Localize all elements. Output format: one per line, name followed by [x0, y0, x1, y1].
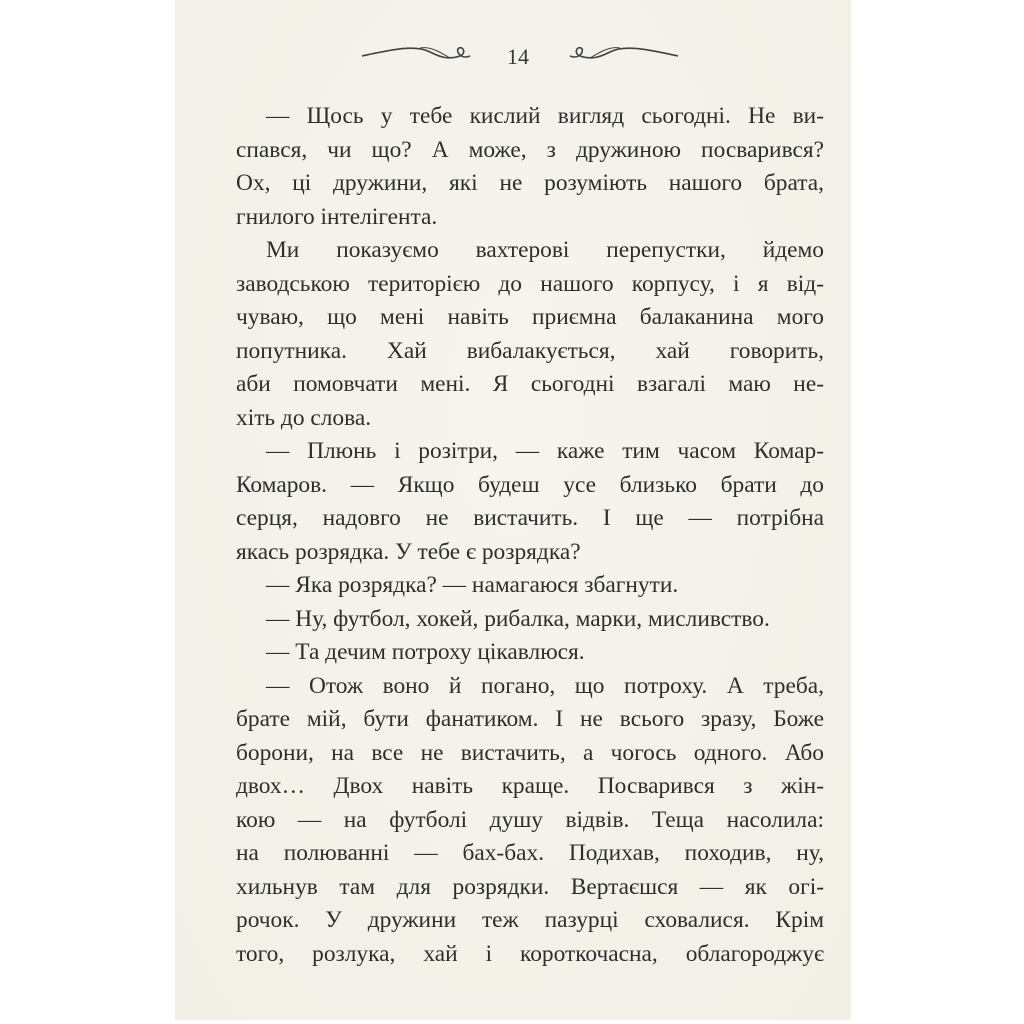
text-line: Ми показуємо вахтерові перепустки, йдемо [266, 237, 824, 263]
text-line: на полюванні — бах-бах. Подихав, походив, ну, [236, 840, 824, 866]
text-line: — Яка розрядка? — намагаюся збагнути. [266, 572, 679, 598]
page-number: 14 [507, 44, 529, 69]
left-flourish-icon [360, 38, 480, 68]
text-line: двох… Двох навіть краще. Посварився з жін- [236, 773, 824, 799]
text-line: спався, чи що? А може, з дружиною посварився? [236, 136, 824, 163]
text-line: брате мій, бути фанатиком. І не всього зразу, Боже [236, 706, 824, 732]
text-line: — Та дечим потроху цікавлюся. [266, 639, 585, 665]
text-line: — Щось у тебе кислий вигляд сьогодні. Не ви- [266, 103, 824, 129]
text-line: попутника. Хай вибалакується, хай говорить, [236, 337, 824, 364]
book-page [175, 0, 851, 1020]
text-line: серця, надовго не вистачить. І ще — потрібна [236, 505, 824, 531]
text-line: рочок. У дружини теж пазурці сховалися. Крім [236, 907, 824, 933]
text-line: борони, на все не вистачить, а чогось одного. Або [236, 739, 824, 766]
text-line: Ох, ці дружини, які не розуміють нашого брата, [236, 170, 824, 196]
text-line: Комаров. — Якщо будеш усе близько брати до [236, 471, 824, 498]
text-line: того, розлука, хай і короткочасна, облагороджує [236, 940, 824, 967]
text-line: заводською територією до нашого корпусу, і я від- [236, 270, 824, 297]
text-line: — Плюнь і розітри, — каже тим часом Комар- [266, 438, 824, 464]
text-line: хіть до слова. [236, 404, 372, 431]
body-text [236, 100, 824, 971]
text-line: якась розрядка. У тебе є розрядка? [236, 538, 581, 565]
text-line: чуваю, що мені навіть приємна балаканина мого [236, 304, 824, 330]
text-line: — Ну, футбол, хокей, рибалка, марки, мисливство. [266, 605, 770, 632]
page-header [175, 38, 851, 78]
text-line: аби помовчати мені. Я сьогодні взагалі маю не- [236, 371, 824, 397]
text-line: гнилого інтелігента. [236, 203, 438, 230]
text-line: — Отож воно й погано, що потроху. А треба, [266, 672, 824, 699]
text-line: хильнув там для розрядки. Вертаєшся — як огі- [236, 873, 824, 900]
right-flourish-icon [560, 38, 680, 68]
text-line: кою — на футболі душу відвів. Теща насолила: [236, 806, 824, 833]
